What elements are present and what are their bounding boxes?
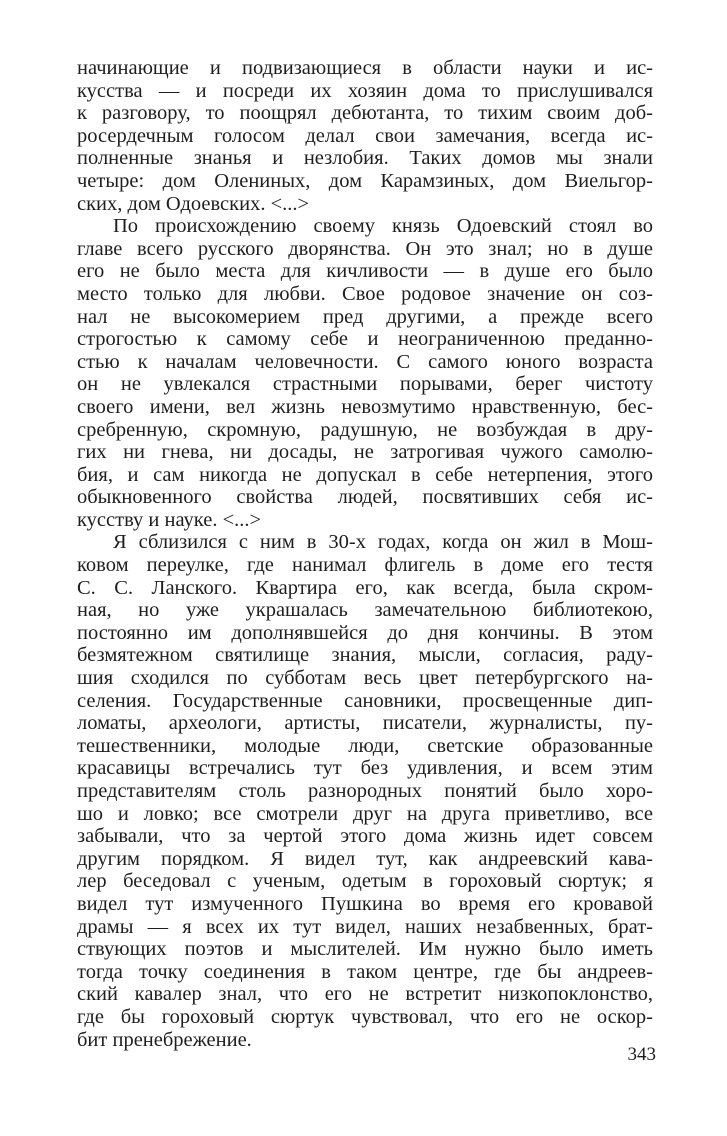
- text-line: селения. Государственные сановники, просвещенные дип-: [77, 689, 653, 712]
- text-line: тогда точку соединения в таком центре, где бы андреев-: [77, 960, 653, 983]
- text-line: ломаты, археологи, артисты, писатели, журналисты, пу-: [77, 712, 653, 735]
- text-line: ковом переулке, где нанимал флигель в доме его тестя: [77, 554, 653, 577]
- text-line: своего имени, вел жизнь невозмутимо нравственную, бес-: [77, 395, 653, 418]
- text-line: С. С. Ланского. Квартира его, как всегда, была скром-: [77, 576, 653, 599]
- text-line: драмы — я всех их тут видел, наших незабвенных, брат-: [77, 915, 653, 938]
- text-line: нал не высокомерием пред другими, а прежде всего: [77, 305, 653, 328]
- text-line: ная, но уже украшалась замечательною библиотекою,: [77, 599, 653, 622]
- text-line: сребренную, скромную, радушную, не возбуждая в дру-: [77, 418, 653, 441]
- text-line: начинающие и подвизающиеся в области науки и ис-: [77, 57, 653, 79]
- text-line: стью к началам человечности. С самого юного возраста: [77, 350, 653, 373]
- body-text: [77, 57, 653, 1051]
- text-line: место только для любви. Свое родовое значение он соз-: [77, 282, 653, 305]
- text-line: шия сходился по субботам весь цвет петербургского на-: [77, 667, 653, 690]
- text-line: к разговору, то поощрял дебютанта, то тихим своим доб-: [77, 102, 653, 125]
- text-line: По происхождению своему князь Одоевский стоял во: [113, 215, 653, 238]
- text-line: четыре: дом Олениных, дом Карамзиных, дом Виельгор-: [77, 169, 653, 192]
- text-line: кусства — и посреди их хозяин дома то прислушивался: [77, 79, 653, 102]
- text-line: ских, дом Одоевских. <...>: [77, 192, 310, 215]
- paragraph: [77, 531, 653, 1051]
- text-line: гих ни гнева, ни досады, не затрогивая чужого самолю-: [77, 441, 653, 464]
- text-line: бит пренебрежение.: [77, 1028, 252, 1051]
- text-line: бия, и сам никогда не допускал в себе нетерпения, этого: [77, 463, 653, 486]
- text-line: росердечным голосом делал свои замечания, всегда ис-: [77, 124, 653, 147]
- text-line: видел тут измученного Пушкина во время его кровавой: [77, 892, 653, 915]
- text-line: представителям столь разнородных понятий было хоро-: [77, 780, 653, 802]
- text-line: лер беседовал с ученым, одетым в гороховый сюртук; я: [77, 870, 653, 893]
- text-line: полненные знанья и незлобия. Таких домов мы знали: [77, 147, 653, 170]
- text-line: он не увлекался страстными порывами, берег чистоту: [77, 373, 653, 396]
- text-line: его не было места для кичливости — в душе его было: [77, 260, 653, 283]
- text-line: безмятежном святилище знания, мысли, согласия, раду-: [77, 644, 653, 667]
- text-line: кусству и науке. <...>: [77, 508, 262, 531]
- text-line: строгостью к самому себе и неограниченною преданно-: [77, 328, 653, 351]
- text-line: постоянно им дополнявшейся до дня кончины. В этом: [77, 621, 653, 644]
- text-line: шо и ловко; все смотрели друг на друга приветливо, все: [77, 802, 653, 825]
- text-line: Я сблизился с ним в 30-х годах, когда он жил в Мош-: [113, 531, 653, 554]
- paragraph: [77, 215, 653, 531]
- text-line: где бы гороховый сюртук чувствовал, что его не оскор-: [77, 1005, 653, 1028]
- paragraph: [77, 57, 653, 215]
- text-line: ствующих поэтов и мыслителей. Им нужно было иметь: [77, 938, 653, 961]
- text-line: тешественники, молодые люди, светские образованные: [77, 734, 653, 757]
- text-line: другим порядком. Я видел тут, как андреевский кава-: [77, 847, 653, 870]
- text-line: обыкновенного свойства людей, посвятивших себя ис-: [77, 486, 653, 509]
- text-line: красавицы встречались тут без удивления, и всем этим: [77, 757, 653, 780]
- text-line: ский кавалер знал, что его не встретит низкопоклонство,: [77, 983, 653, 1006]
- text-line: забывали, что за чертой этого дома жизнь идет совсем: [77, 825, 653, 848]
- page-number: 343: [627, 1044, 656, 1065]
- text-line: главе всего русского дворянства. Он это знал; но в душе: [77, 237, 653, 260]
